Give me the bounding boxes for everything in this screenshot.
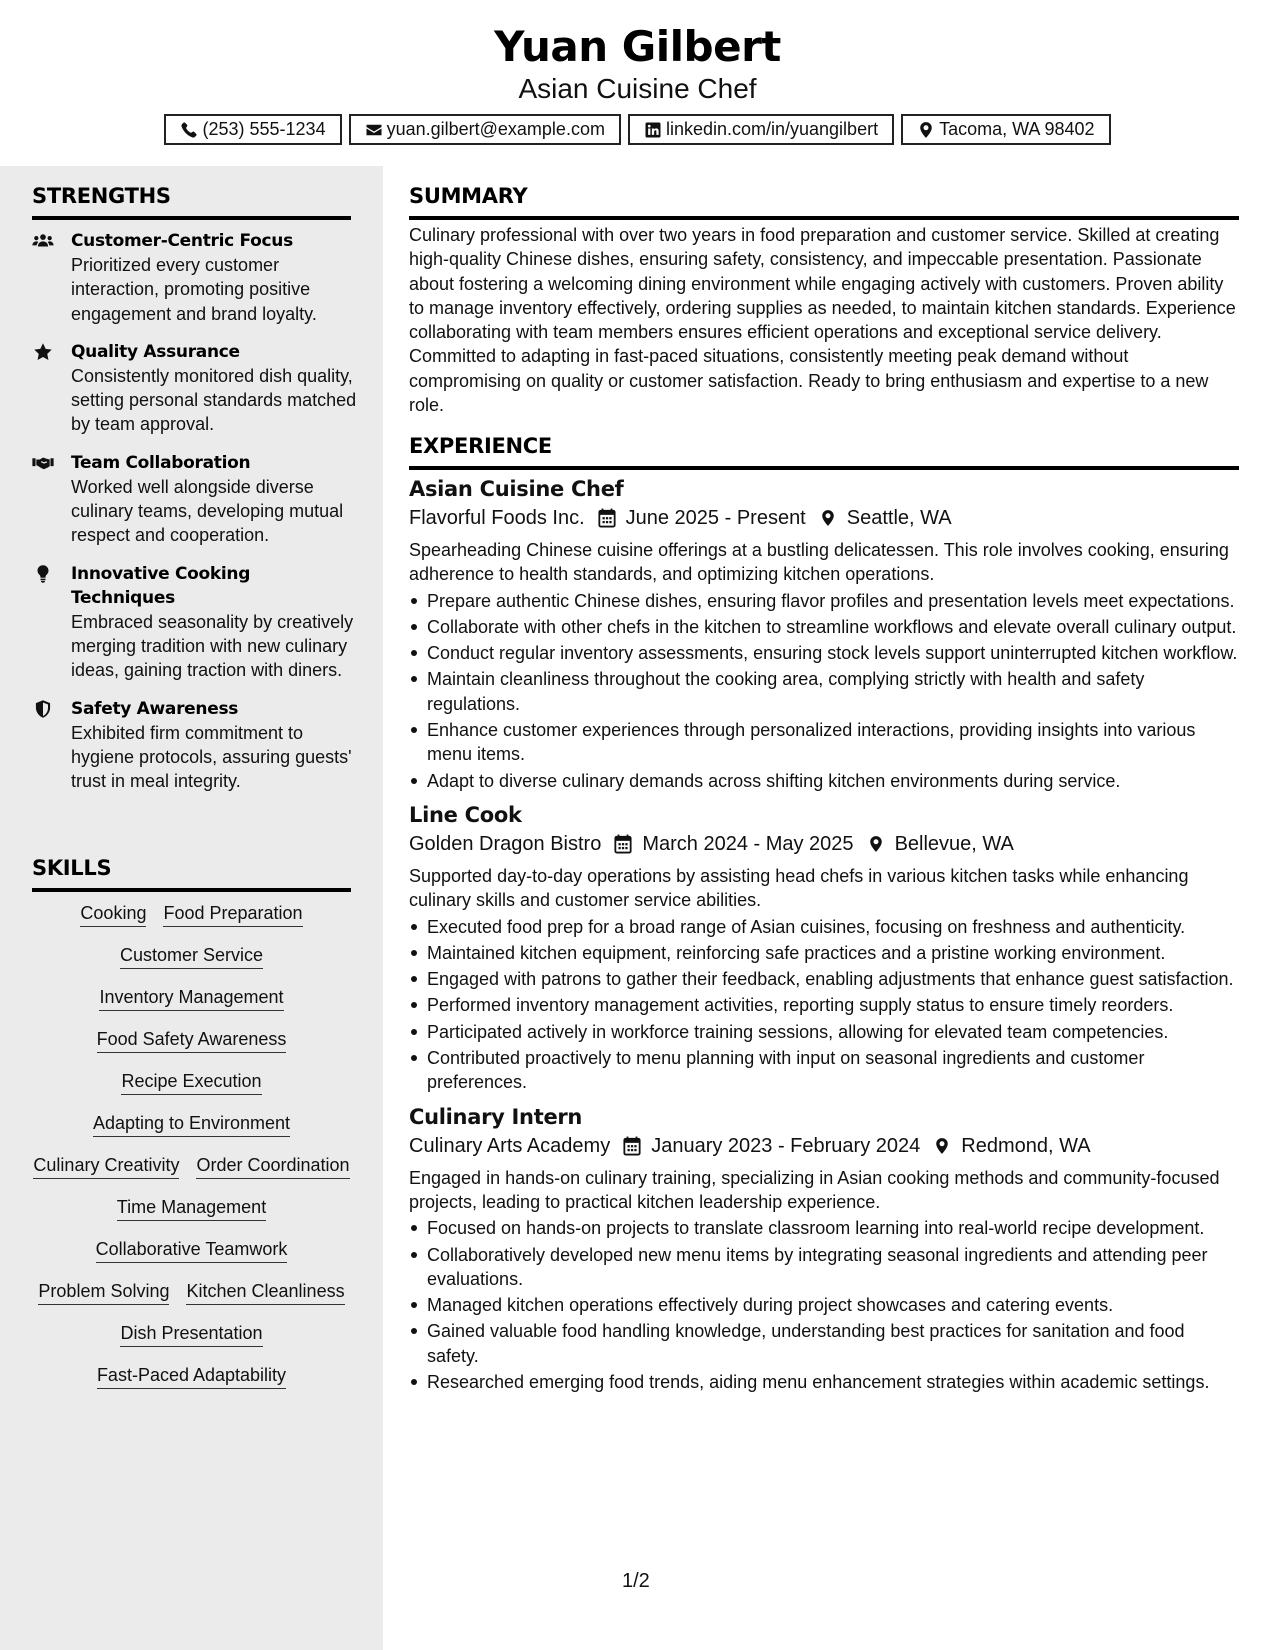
job-company: Culinary Arts Academy [409, 1134, 611, 1157]
contact-location-text: Tacoma, WA 98402 [939, 119, 1095, 139]
job-company: Flavorful Foods Inc. [409, 507, 585, 529]
phone-icon [180, 121, 198, 139]
candidate-name: Yuan Gilbert [494, 22, 781, 71]
strength-description: Embraced seasonality by creatively merging tradition with new culinary ideas, gaining traction with diners. [71, 611, 354, 681]
strengths-heading: STRENGTHS [32, 182, 351, 220]
job-meta [409, 829, 1239, 859]
skill-tag: Cooking [80, 901, 146, 927]
contact-bar [0, 114, 1275, 145]
skill-tag: Fast-Paced Adaptability [97, 1363, 286, 1389]
skills-list [32, 901, 351, 1389]
job-dates: June 2025 - Present [625, 507, 806, 529]
main-content [383, 166, 1275, 1650]
job-entry [409, 475, 1239, 793]
strength-item [32, 562, 357, 683]
skill-tag: Time Management [117, 1195, 266, 1221]
job-bullets [409, 1216, 1239, 1394]
skill-tag: Recipe Execution [121, 1069, 261, 1095]
job-location: Redmond, WA [961, 1134, 1091, 1157]
skill-tag: Dish Presentation [120, 1321, 262, 1347]
contact-linkedin[interactable] [628, 114, 894, 145]
users-icon [32, 231, 54, 251]
contact-phone[interactable] [164, 114, 341, 145]
resume-header [0, 0, 1275, 166]
job-bullet: Executed food prep for a broad range of Asian cuisines, focusing on freshness and authenticity. [409, 915, 1239, 939]
summary-text: Culinary professional with over two years in food preparation and customer service. Skilled at creating high-quality Chinese dishes, ensuring safety, consistency, and impeccable presentation. Passionate about fostering a welcoming dining environment while engaging actively with customers. Proven ability to manage inventory effectively, ordering supplies as needed, to maintain kitchen standards. Experience collaborating with team members ensures efficient operations and exceptional service delivery. Committed to adapting in fast-paced situations, consistently meeting peak demand without compromising on quality or customer satisfaction. Ready to bring enthusiasm and expertise to a new role. [409, 225, 1236, 416]
job-meta [409, 503, 1239, 533]
job-bullets [409, 915, 1239, 1095]
strength-description: Worked well alongside diverse culinary teams, developing mutual respect and cooperation. [71, 476, 344, 546]
job-bullet: Collaborate with other chefs in the kitchen to streamline workflows and elevate overall culinary output. [409, 615, 1239, 639]
strength-title: Quality Assurance [71, 341, 240, 362]
skill-tag: Kitchen Cleanliness [186, 1279, 344, 1305]
contact-email-text: yuan.gilbert@example.com [386, 119, 605, 139]
job-title: Asian Cuisine Chef [409, 477, 624, 501]
skill-tag: Food Safety Awareness [97, 1027, 287, 1053]
job-company: Golden Dragon Bistro [409, 832, 602, 855]
skill-tag: Problem Solving [38, 1279, 169, 1305]
job-location: Seattle, WA [846, 507, 952, 529]
job-bullet: Researched emerging food trends, aiding menu enhancement strategies within academic settings. [409, 1370, 1239, 1394]
strength-item [32, 229, 357, 326]
job-title: Culinary Intern [409, 1104, 583, 1129]
strength-item [32, 697, 357, 794]
lightbulb-icon [32, 564, 54, 584]
handshake-icon [32, 453, 54, 473]
job-bullet: Contributed proactively to menu planning with input on seasonal ingredients and customer preferences. [409, 1046, 1239, 1095]
job-entry [409, 1103, 1239, 1395]
job-entry [409, 801, 1239, 1095]
contact-linkedin-text: linkedin.com/in/yuangilbert [665, 119, 879, 139]
skill-tag: Adapting to Environment [93, 1111, 290, 1137]
job-bullet: Maintained kitchen equipment, reinforcing safe practices and a pristine working environment. [409, 941, 1239, 965]
job-description: Spearheading Chinese cuisine offerings at a bustling delicatessen. This role involves cooking, ensuring adherence to health standards, and optimizing kitchen operations. [409, 540, 1229, 585]
job-bullet: Collaboratively developed new menu items by integrating seasonal ingredients and attending peer evaluations. [409, 1243, 1239, 1292]
job-bullet: Prepare authentic Chinese dishes, ensuring flavor profiles and presentation levels meet expectations. [409, 589, 1239, 613]
strength-description: Prioritized every customer interaction, promoting positive engagement and brand loyalty. [71, 255, 317, 324]
job-dates: January 2023 - February 2024 [651, 1134, 921, 1157]
job-bullet: Conduct regular inventory assessments, ensuring stock levels support uninterrupted kitchen workflow. [409, 641, 1239, 665]
map-pin-icon [933, 1136, 951, 1156]
job-bullets [409, 589, 1239, 793]
contact-phone-text: (253) 555-1234 [202, 119, 326, 139]
skill-tag: Order Coordination [196, 1153, 349, 1179]
strength-item [32, 340, 357, 437]
strength-title: Innovative Cooking Techniques [71, 563, 251, 608]
job-bullet: Adapt to diverse culinary demands across shifting kitchen environments during service. [409, 769, 1239, 793]
calendar-icon [614, 834, 632, 854]
page-number: 1/2 [622, 1570, 650, 1592]
skill-tag: Customer Service [120, 943, 263, 969]
skills-heading: SKILLS [32, 854, 351, 892]
job-meta [409, 1131, 1239, 1161]
strength-item [32, 451, 357, 548]
strengths-list [32, 229, 357, 807]
map-pin-icon [917, 121, 935, 139]
skill-tag: Collaborative Teamwork [96, 1237, 288, 1263]
map-pin-icon [867, 834, 885, 854]
star-icon [32, 342, 54, 362]
calendar-icon [598, 508, 616, 528]
linkedin-icon [644, 121, 662, 139]
job-bullet: Participated actively in workforce training sessions, allowing for elevated team competencies. [409, 1020, 1239, 1044]
strength-description: Exhibited firm commitment to hygiene protocols, assuring guests' trust in meal integrity. [71, 722, 352, 792]
job-bullet: Performed inventory management activities, reporting supply status to ensure timely reorders. [409, 993, 1239, 1017]
contact-email[interactable] [349, 114, 621, 145]
job-bullet: Focused on hands-on projects to translate classroom learning into real-world recipe development. [409, 1216, 1239, 1240]
job-bullet: Engaged with patrons to gather their feedback, enabling adjustments that enhance guest satisfaction. [409, 967, 1239, 991]
shield-icon [32, 699, 54, 719]
experience-list [409, 475, 1239, 1402]
job-bullet: Gained valuable food handling knowledge, understanding best practices for sanitation and food safety. [409, 1319, 1239, 1368]
map-pin-icon [819, 508, 837, 528]
skill-tag: Culinary Creativity [33, 1153, 179, 1179]
job-description: Engaged in hands-on culinary training, specializing in Asian cooking methods and community-focused projects, leading to practical kitchen leadership experience. [409, 1167, 1220, 1212]
calendar-icon [623, 1136, 641, 1156]
skill-tag: Inventory Management [99, 985, 283, 1011]
strength-title: Safety Awareness [71, 698, 239, 719]
strength-title: Team Collaboration [71, 452, 251, 473]
envelope-icon [365, 121, 383, 139]
experience-heading: EXPERIENCE [409, 432, 1239, 470]
strength-title: Customer-Centric Focus [71, 231, 293, 251]
strength-description: Consistently monitored dish quality, setting personal standards matched by team approval. [71, 365, 357, 435]
job-description: Supported day-to-day operations by assisting head chefs in various kitchen tasks while enhancing culinary skills and customer service abilities. [409, 865, 1189, 911]
sidebar [0, 166, 383, 1650]
candidate-title: Asian Cuisine Chef [518, 73, 757, 104]
job-bullet: Enhance customer experiences through personalized interactions, providing insights into various menu items. [409, 718, 1239, 767]
job-bullet: Maintain cleanliness throughout the cooking area, complying strictly with health and safety regulations. [409, 667, 1239, 716]
job-bullet: Managed kitchen operations effectively during project showcases and catering events. [409, 1293, 1239, 1317]
summary-heading: SUMMARY [409, 182, 1239, 220]
skill-tag: Food Preparation [163, 901, 302, 927]
job-title: Line Cook [409, 802, 522, 827]
job-location: Bellevue, WA [894, 832, 1014, 855]
job-dates: March 2024 - May 2025 [642, 832, 854, 855]
contact-location[interactable] [901, 114, 1110, 145]
